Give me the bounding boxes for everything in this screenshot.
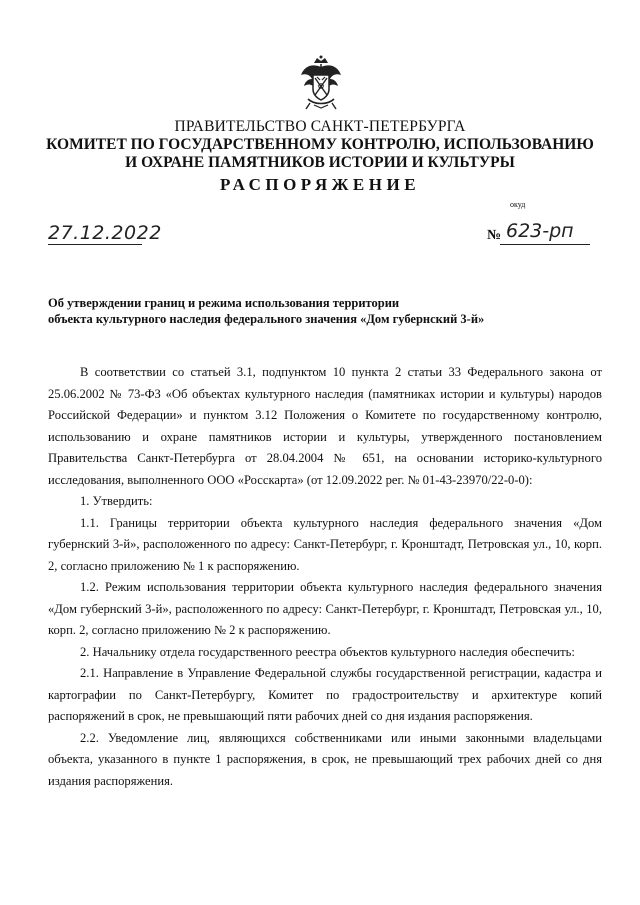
paragraph-item-2-2: 2.2. Уведомление лиц, являющихся собственниками или иными законными владельцами объекта, указанного в пункте 1 распоряжения, в срок, не превышающий трех рабочих дней со дня издания распоряжения. bbox=[48, 730, 602, 788]
date-underline bbox=[48, 244, 142, 245]
document-subject bbox=[48, 295, 548, 327]
subject-line2: объекта культурного наследия федерального значения «Дом губернский 3-й» bbox=[48, 312, 485, 326]
number-label: № bbox=[487, 228, 502, 243]
saint-petersburg-coat-of-arms-icon bbox=[296, 55, 346, 111]
government-title: ПРАВИТЕЛЬСТВО САНКТ-ПЕТЕРБУРГА bbox=[174, 118, 466, 135]
paragraph-item-1: 1. Утвердить: bbox=[80, 494, 153, 508]
paragraph-item-1-1: 1.1. Границы территории объекта культурного наследия федерального значения «Дом губернский 3-й», расположенного по адресу: Санкт-Петербург, г. Кронштадт, Петровская ул., 10, корп. 2, согласно приложению № 1 к распоряжению. bbox=[48, 515, 602, 573]
document-type: РАСПОРЯЖЕНИЕ bbox=[219, 175, 421, 194]
paragraph-preamble: В соответствии со статьей 3.1, подпунктом 10 пункта 2 статьи 33 Федерального закона от 25.06.2002 № 73-ФЗ «Об объектах культурного наследия (памятниках истории и культуры) народов Российской Федерации» и пунктом 3.12 Положения о Комитете по государственному контролю, использованию и охране памятников истории и культуры, утвержденного постановлением Правительства Санкт-Петербурга от 28.04.2004 № 651, на основании историко-культурного исследования, выполненного ООО «Росскарта» (от 12.09.2022 рег. № 01-43-23970/22-0-0): bbox=[48, 365, 602, 487]
committee-name-line1: КОМИТЕТ ПО ГОСУДАРСТВЕННОМУ КОНТРОЛЮ, ИСПОЛЬЗОВАНИЮ bbox=[46, 136, 594, 153]
okud-label: окуд bbox=[510, 200, 526, 209]
paragraph-item-2-1: 2.1. Направление в Управление Федеральной службы государственной регистрации, кадастра и картографии по Санкт-Петербургу, Комитет по градостроительству и архитектуре копий распоряжений в срок, не превышающий пяти рабочих дней со дня издания распоряжения. bbox=[48, 666, 602, 723]
paragraph-item-1-2: 1.2. Режим использования территории объекта культурного наследия федерального значения «Дом губернский 3-й», расположенного по адресу: Санкт-Петербург, г. Кронштадт, Петровская ул., 10, корп. 2, согласно приложению № 2 к распоряжению. bbox=[48, 580, 602, 637]
number-underline bbox=[500, 244, 590, 245]
committee-name-line2: И ОХРАНЕ ПАМЯТНИКОВ ИСТОРИИ И КУЛЬТУРЫ bbox=[125, 154, 515, 171]
document-number: 623-рп bbox=[506, 220, 574, 242]
subject-line1: Об утверждении границ и режима использования территории bbox=[48, 296, 400, 310]
document-body bbox=[48, 362, 602, 792]
document-date: 27.12.2022 bbox=[48, 222, 162, 244]
paragraph-item-2: 2. Начальнику отдела государственного реестра объектов культурного наследия обеспечить: bbox=[80, 644, 575, 659]
